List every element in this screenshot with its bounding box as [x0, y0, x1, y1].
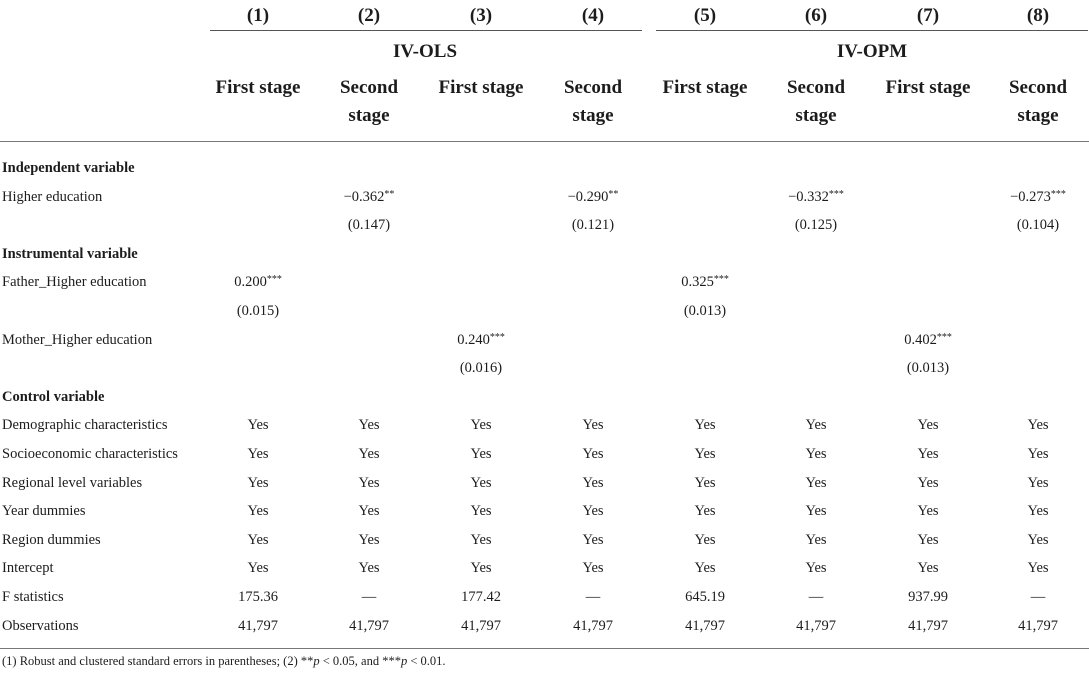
table-cell	[426, 588, 536, 606]
significance-stars: ***	[266, 274, 282, 286]
table-cell	[761, 416, 871, 434]
stage-header-line: stage	[795, 105, 837, 126]
cell-value: —	[361, 589, 377, 605]
cell-value: −0.362	[343, 188, 385, 205]
cell-value: Yes	[358, 531, 380, 548]
cell-value: 177.42	[461, 589, 501, 605]
row-label: Region dummies	[2, 531, 101, 548]
table-cell	[873, 531, 983, 549]
cell-value: Yes	[1027, 560, 1049, 577]
column-number: (5)	[693, 5, 717, 26]
table-cell	[538, 216, 648, 234]
table-cell	[873, 445, 983, 463]
table-cell	[983, 502, 1089, 520]
cell-value: Yes	[247, 474, 269, 491]
section-heading: Control variable	[2, 388, 105, 405]
stage-header-line: Second	[339, 77, 399, 98]
table-cell	[426, 502, 536, 520]
table-cell	[650, 474, 760, 492]
cell-value: 41,797	[238, 617, 278, 634]
group-header: IV-OPM	[836, 41, 908, 62]
stage-header-line: stage	[348, 105, 390, 126]
row-label: Observations	[2, 617, 79, 634]
cell-value: Yes	[582, 417, 604, 434]
cell-value: Yes	[582, 446, 604, 462]
stage-header-line: stage	[572, 105, 614, 126]
cell-value: Yes	[470, 531, 492, 548]
table-cell	[873, 331, 983, 349]
row-label: Mother_Higher education	[2, 331, 153, 348]
stage-header-line: First stage	[662, 77, 748, 98]
cell-value: Yes	[917, 531, 939, 548]
cell-value: Yes	[247, 417, 269, 434]
column-number: (6)	[804, 5, 828, 26]
table-cell	[203, 302, 313, 320]
table-cell	[650, 531, 760, 549]
table-cell	[873, 588, 983, 606]
cell-value: −0.273	[1010, 188, 1051, 205]
table-cell	[873, 359, 983, 377]
table-cell	[203, 559, 313, 577]
section-heading: Independent variable	[2, 160, 135, 176]
cell-value: Yes	[694, 503, 716, 520]
table-cell	[426, 531, 536, 549]
table-cell	[650, 445, 760, 463]
cell-value: 41,797	[573, 617, 613, 634]
table-cell	[983, 559, 1089, 577]
cell-value: Yes	[917, 560, 939, 577]
group-rule-iv-ols	[210, 30, 642, 31]
table-cell	[314, 588, 424, 606]
table-cell	[314, 188, 424, 206]
cell-value: Yes	[805, 446, 827, 462]
table-cell	[873, 502, 983, 520]
row-label: Regional level variables	[2, 474, 143, 491]
cell-value: 41,797	[1018, 617, 1058, 634]
table-cell	[426, 359, 536, 377]
cell-value: (0.104)	[1016, 217, 1060, 234]
table-cell	[538, 588, 648, 606]
column-number: (4)	[581, 5, 605, 26]
table-cell	[426, 617, 536, 635]
column-number: (3)	[469, 5, 493, 26]
cell-value: Yes	[247, 446, 269, 462]
cell-value: Yes	[470, 503, 492, 520]
cell-value: 0.240	[457, 331, 490, 348]
cell-value: −0.290	[567, 188, 609, 205]
cell-value: —	[1030, 589, 1046, 605]
table-cell	[650, 416, 760, 434]
stage-header-line: First stage	[438, 77, 524, 98]
table-cell	[203, 617, 313, 635]
table-cell	[761, 216, 871, 234]
cell-value: 41,797	[349, 617, 389, 634]
cell-value: Yes	[582, 560, 604, 577]
row-label: Year dummies	[2, 503, 86, 520]
significance-stars: ***	[713, 274, 729, 286]
cell-value: Yes	[1027, 446, 1049, 462]
table-cell	[650, 302, 760, 320]
table-cell	[426, 331, 536, 349]
table-cell	[426, 559, 536, 577]
cell-value: Yes	[470, 446, 492, 462]
cell-value: —	[808, 589, 824, 605]
cell-value: (0.121)	[571, 217, 615, 234]
row-label: Higher education	[2, 188, 103, 205]
table-cell	[873, 617, 983, 635]
stage-header	[650, 74, 760, 102]
table-bottom-rule	[0, 648, 1089, 649]
stage-header	[761, 74, 871, 130]
cell-value: 0.325	[681, 274, 714, 291]
column-number: (7)	[916, 5, 940, 26]
table-cell	[650, 559, 760, 577]
table-cell	[983, 617, 1089, 635]
table-cell	[203, 416, 313, 434]
table-cell	[426, 416, 536, 434]
table-cell	[538, 617, 648, 635]
table-cell	[983, 474, 1089, 492]
stage-header-line: First stage	[885, 77, 971, 98]
table-cell	[761, 188, 871, 206]
stage-header	[983, 74, 1089, 130]
table-cell	[761, 617, 871, 635]
cell-value: Yes	[358, 446, 380, 462]
cell-value: (0.147)	[347, 217, 391, 234]
group-rule-iv-opm	[656, 30, 1088, 31]
cell-value: Yes	[582, 531, 604, 548]
cell-value: (0.015)	[236, 303, 280, 319]
cell-value: Yes	[805, 503, 827, 520]
table-cell	[761, 474, 871, 492]
table-cell	[314, 617, 424, 635]
cell-value: Yes	[247, 503, 269, 520]
row-label: F statistics	[2, 589, 64, 605]
significance-stars: ***	[489, 331, 505, 343]
cell-value: 645.19	[685, 589, 725, 605]
table-cell	[983, 445, 1089, 463]
cell-value: Yes	[805, 560, 827, 577]
cell-value: Yes	[1027, 417, 1049, 434]
table-cell	[314, 416, 424, 434]
table-cell	[203, 531, 313, 549]
cell-value: Yes	[694, 446, 716, 462]
significance-stars: ***	[936, 331, 952, 343]
cell-value: 937.99	[908, 589, 948, 605]
table-cell	[314, 445, 424, 463]
table-cell	[538, 416, 648, 434]
table-cell	[314, 474, 424, 492]
table-cell	[761, 531, 871, 549]
cell-value: Yes	[1027, 503, 1049, 520]
table-cell	[983, 416, 1089, 434]
cell-value: Yes	[358, 474, 380, 491]
cell-value: (0.016)	[459, 360, 503, 377]
column-number: (1)	[246, 5, 270, 26]
row-label: Demographic characteristics	[2, 417, 168, 434]
table-cell	[873, 416, 983, 434]
table-cell	[761, 502, 871, 520]
cell-value: (0.125)	[794, 217, 838, 234]
column-number: (8)	[1026, 5, 1050, 26]
cell-value: Yes	[358, 560, 380, 577]
cell-value: Yes	[917, 503, 939, 520]
table-cell	[761, 559, 871, 577]
cell-value: Yes	[358, 503, 380, 520]
table-cell	[538, 474, 648, 492]
group-header: IV-OLS	[392, 41, 458, 62]
stage-header	[203, 74, 313, 102]
table-cell	[314, 216, 424, 234]
stage-header	[314, 74, 424, 130]
cell-value: Yes	[247, 531, 269, 548]
cell-value: Yes	[805, 531, 827, 548]
table-cell	[203, 474, 313, 492]
stage-header	[426, 74, 536, 102]
table-cell	[314, 502, 424, 520]
table-cell	[650, 273, 760, 291]
cell-value: 0.402	[904, 331, 937, 348]
table-cell	[426, 445, 536, 463]
cell-value: Yes	[582, 503, 604, 520]
table-cell	[538, 445, 648, 463]
table-cell	[983, 188, 1089, 206]
cell-value: Yes	[694, 417, 716, 434]
cell-value: Yes	[358, 417, 380, 434]
stage-header	[873, 74, 983, 102]
table-cell	[314, 531, 424, 549]
cell-value: 41,797	[796, 617, 836, 634]
row-label: Intercept	[2, 560, 54, 577]
table-cell	[538, 502, 648, 520]
significance-stars: ***	[1050, 188, 1066, 200]
significance-stars: **	[608, 188, 619, 200]
cell-value: Yes	[1027, 474, 1049, 491]
significance-stars: **	[384, 188, 395, 200]
cell-value: Yes	[470, 474, 492, 491]
header-rule	[0, 141, 1089, 142]
stage-header-line: stage	[1017, 105, 1059, 126]
stage-header-line: Second	[786, 77, 846, 98]
table-cell	[538, 531, 648, 549]
table-cell	[203, 502, 313, 520]
stage-header	[538, 74, 648, 130]
cell-value: Yes	[694, 474, 716, 491]
cell-value: (0.013)	[906, 360, 950, 377]
table-cell	[983, 531, 1089, 549]
table-cell	[650, 617, 760, 635]
table-cell	[650, 588, 760, 606]
table-cell	[538, 188, 648, 206]
cell-value: Yes	[694, 531, 716, 548]
column-number: (2)	[357, 5, 381, 26]
table-cell	[650, 502, 760, 520]
stage-header-line: Second	[1008, 77, 1068, 98]
table-cell	[203, 273, 313, 291]
table-cell	[314, 559, 424, 577]
row-label: Socioeconomic characteristics	[2, 446, 178, 462]
cell-value: Yes	[470, 560, 492, 577]
stage-header-line: First stage	[215, 77, 301, 98]
cell-value: Yes	[917, 446, 939, 462]
table-footnote: (1) Robust and clustered standard errors in parentheses; (2) **p < 0.05, and ***p < 0.01.	[2, 654, 446, 668]
cell-value: 175.36	[238, 589, 278, 605]
cell-value: Yes	[805, 417, 827, 434]
section-heading: Instrumental variable	[2, 245, 138, 262]
table-cell	[983, 216, 1089, 234]
cell-value: 41,797	[908, 617, 948, 634]
row-label: Father_Higher education	[2, 274, 147, 291]
table-cell	[761, 588, 871, 606]
cell-value: Yes	[247, 560, 269, 577]
stage-header-line: Second	[563, 77, 623, 98]
table-cell	[426, 474, 536, 492]
table-cell	[873, 559, 983, 577]
cell-value: Yes	[1027, 531, 1049, 548]
cell-value: −0.332	[788, 188, 829, 205]
cell-value: 41,797	[685, 617, 725, 634]
cell-value: (0.013)	[683, 303, 727, 319]
cell-value: Yes	[917, 417, 939, 434]
cell-value: Yes	[694, 560, 716, 577]
cell-value: 0.200	[234, 274, 267, 291]
cell-value: Yes	[582, 474, 604, 491]
table-cell	[761, 445, 871, 463]
cell-value: 41,797	[461, 617, 501, 634]
cell-value: Yes	[917, 474, 939, 491]
table-cell	[983, 588, 1089, 606]
table-cell	[538, 559, 648, 577]
significance-stars: ***	[828, 188, 844, 200]
cell-value: Yes	[470, 417, 492, 434]
cell-value: Yes	[805, 474, 827, 491]
table-cell	[203, 588, 313, 606]
table-cell	[873, 474, 983, 492]
table-cell	[203, 445, 313, 463]
cell-value: —	[585, 589, 601, 605]
